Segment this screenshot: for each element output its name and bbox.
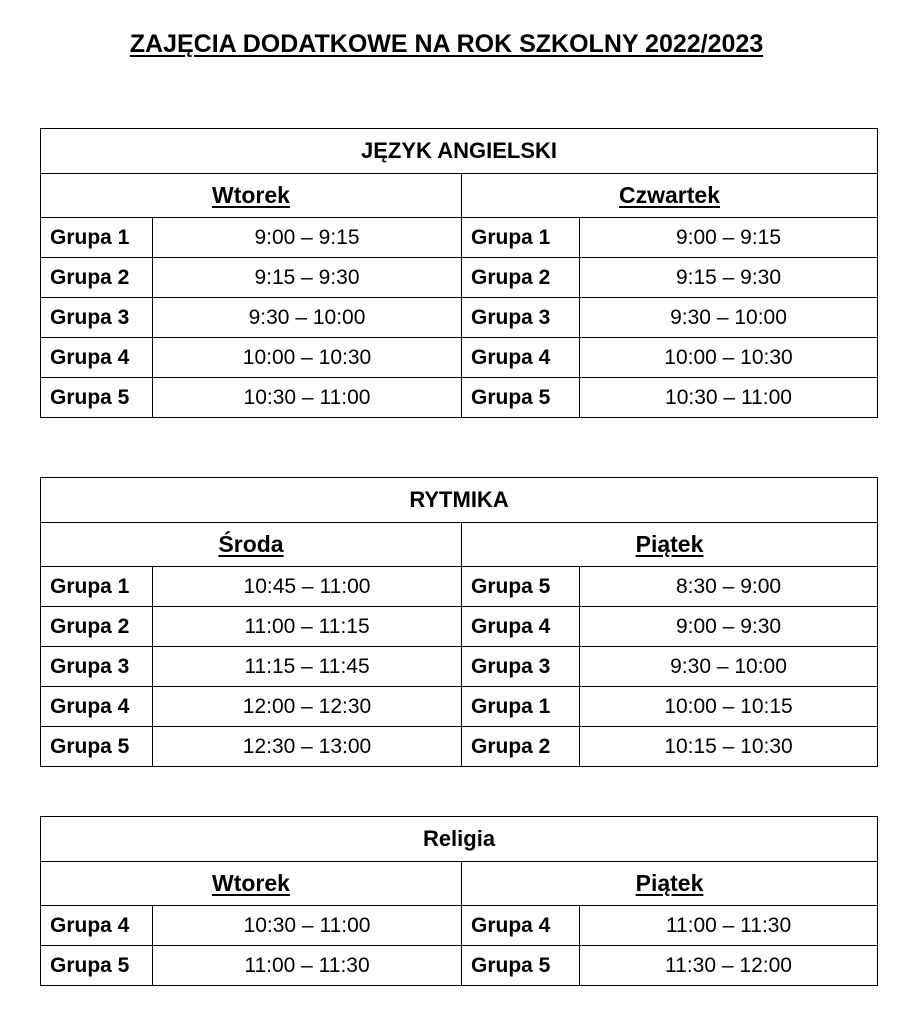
section-title: JĘZYK ANGIELSKI <box>41 129 878 174</box>
time-cell: 9:30 – 10:00 <box>580 647 878 687</box>
group-cell: Grupa 4 <box>462 607 580 647</box>
group-cell: Grupa 3 <box>462 298 580 338</box>
time-cell: 11:00 – 11:30 <box>153 946 462 986</box>
group-cell: Grupa 2 <box>462 727 580 767</box>
time-cell: 10:30 – 11:00 <box>153 906 462 946</box>
time-cell: 11:00 – 11:15 <box>153 607 462 647</box>
schedule-table-english <box>40 128 878 418</box>
table-row <box>41 687 878 727</box>
time-cell: 9:30 – 10:00 <box>153 298 462 338</box>
time-cell: 9:00 – 9:15 <box>580 218 878 258</box>
time-cell: 9:15 – 9:30 <box>580 258 878 298</box>
table-row <box>41 946 878 986</box>
group-cell: Grupa 1 <box>462 687 580 727</box>
time-cell: 11:15 – 11:45 <box>153 647 462 687</box>
day-header: Piątek <box>462 862 878 906</box>
group-cell: Grupa 1 <box>462 218 580 258</box>
table-row <box>41 218 878 258</box>
time-cell: 9:30 – 10:00 <box>580 298 878 338</box>
group-cell: Grupa 5 <box>462 378 580 418</box>
group-cell: Grupa 5 <box>41 946 153 986</box>
group-cell: Grupa 3 <box>462 647 580 687</box>
section-header-row <box>41 817 878 862</box>
group-cell: Grupa 5 <box>462 946 580 986</box>
group-cell: Grupa 4 <box>462 338 580 378</box>
group-cell: Grupa 3 <box>41 647 153 687</box>
time-cell: 8:30 – 9:00 <box>580 567 878 607</box>
time-cell: 10:45 – 11:00 <box>153 567 462 607</box>
time-cell: 9:00 – 9:30 <box>580 607 878 647</box>
section-title: RYTMIKA <box>41 478 878 523</box>
page-title: ZAJĘCIA DODATKOWE NA ROK SZKOLNY 2022/2023 <box>129 30 764 58</box>
group-cell: Grupa 4 <box>41 687 153 727</box>
group-cell: Grupa 4 <box>462 906 580 946</box>
day-header-row <box>41 862 878 906</box>
day-header-row <box>41 174 878 218</box>
time-cell: 11:00 – 11:30 <box>580 906 878 946</box>
day-header-row <box>41 523 878 567</box>
group-cell: Grupa 2 <box>41 607 153 647</box>
day-header: Środa <box>41 523 462 567</box>
group-cell: Grupa 5 <box>41 378 153 418</box>
day-header: Czwartek <box>462 174 878 218</box>
time-cell: 10:00 – 10:15 <box>580 687 878 727</box>
group-cell: Grupa 2 <box>462 258 580 298</box>
table-row <box>41 298 878 338</box>
time-cell: 11:30 – 12:00 <box>580 946 878 986</box>
group-cell: Grupa 5 <box>462 567 580 607</box>
group-cell: Grupa 4 <box>41 906 153 946</box>
section-header-row <box>41 478 878 523</box>
table-row <box>41 258 878 298</box>
time-cell: 10:15 – 10:30 <box>580 727 878 767</box>
group-cell: Grupa 5 <box>41 727 153 767</box>
time-cell: 9:15 – 9:30 <box>153 258 462 298</box>
time-cell: 10:30 – 11:00 <box>580 378 878 418</box>
day-header: Wtorek <box>41 862 462 906</box>
time-cell: 12:00 – 12:30 <box>153 687 462 727</box>
table-row <box>41 906 878 946</box>
time-cell: 10:30 – 11:00 <box>153 378 462 418</box>
group-cell: Grupa 4 <box>41 338 153 378</box>
section-header-row <box>41 129 878 174</box>
table-row <box>41 378 878 418</box>
group-cell: Grupa 2 <box>41 258 153 298</box>
time-cell: 12:30 – 13:00 <box>153 727 462 767</box>
section-title: Religia <box>41 817 878 862</box>
table-row <box>41 727 878 767</box>
schedule-table-rhythmics <box>40 477 878 767</box>
table-row <box>41 647 878 687</box>
day-header: Piątek <box>462 523 878 567</box>
group-cell: Grupa 1 <box>41 218 153 258</box>
time-cell: 9:00 – 9:15 <box>153 218 462 258</box>
group-cell: Grupa 1 <box>41 567 153 607</box>
time-cell: 10:00 – 10:30 <box>153 338 462 378</box>
day-header: Wtorek <box>41 174 462 218</box>
group-cell: Grupa 3 <box>41 298 153 338</box>
schedule-table-religion <box>40 816 878 986</box>
table-row <box>41 338 878 378</box>
table-row <box>41 607 878 647</box>
time-cell: 10:00 – 10:30 <box>580 338 878 378</box>
table-row <box>41 567 878 607</box>
